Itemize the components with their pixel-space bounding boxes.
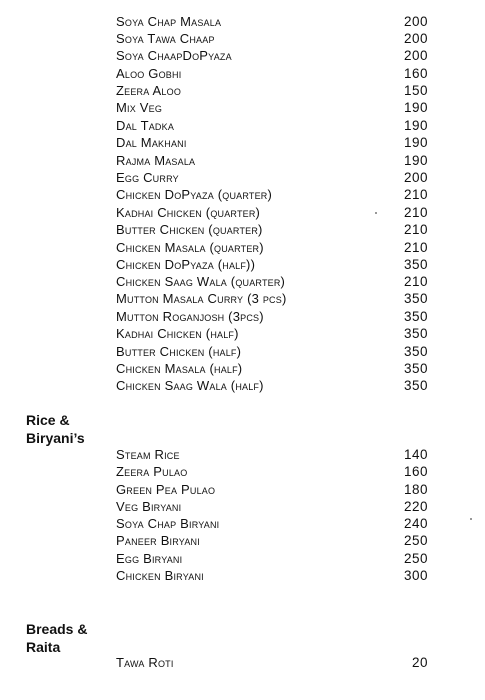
item-price: 350 [403,378,428,393]
item-price: 250 [403,533,428,548]
menu-item [116,498,428,515]
item-price: 240 [403,516,428,531]
item-price: 350 [403,291,428,306]
menu-item [116,13,428,30]
menu-item [116,446,428,463]
item-name: Dal Tadka [116,118,175,133]
item-price: 180 [403,482,428,497]
item-name: Kadhai Chicken (half) [116,326,239,341]
item-price: 190 [403,153,428,168]
menu-item [116,532,428,549]
menu-item [116,481,428,498]
item-name: Mutton Masala Curry (3 pcs) [116,291,287,306]
item-name: Butter Chicken (half) [116,344,242,359]
item-name: Zeera Aloo [116,83,182,98]
item-name: Paneer Biryani [116,533,200,548]
item-price: 210 [403,205,428,220]
item-name: Dal Makhani [116,135,187,150]
item-price: 210 [403,187,428,202]
item-price: 350 [403,257,428,272]
item-name: Veg Biryani [116,499,182,514]
item-name: Chicken Saag Wala (half) [116,378,264,393]
item-price: 160 [403,66,428,81]
item-name: Rajma Masala [116,153,196,168]
menu-item [116,117,428,134]
item-price: 210 [403,274,428,289]
menu-item [116,515,428,532]
menu-item [116,290,428,307]
item-name: Green Pea Pulao [116,482,216,497]
item-price: 210 [403,240,428,255]
menu-item [116,30,428,47]
menu-item [116,308,428,325]
menu-item [116,343,428,360]
menu-item [116,65,428,82]
section-heading-breads-raita: Breads & Raita [26,621,88,655]
menu-item [116,99,428,116]
scan-speck [470,518,472,520]
item-price: 250 [403,551,428,566]
item-price: 200 [403,14,428,29]
item-price: 200 [403,48,428,63]
scan-speck [375,212,377,214]
menu-item [116,221,428,238]
menu-item [116,377,428,394]
item-name: Egg Biryani [116,551,183,566]
menu-item [116,654,428,671]
item-price: 350 [403,326,428,341]
item-price: 190 [403,118,428,133]
item-name: Soya ChaapDoPyaza [116,48,232,63]
menu-item [116,152,428,169]
menu-item [116,273,428,290]
item-name: Mix Veg [116,100,163,115]
menu-item [116,169,428,186]
item-name: Chicken Masala (half) [116,361,243,376]
menu-item [116,360,428,377]
item-price: 190 [403,135,428,150]
item-name: Chicken Saag Wala (quarter) [116,274,286,289]
menu-item [116,550,428,567]
item-price: 350 [403,361,428,376]
menu-item [116,567,428,584]
item-name: Egg Curry [116,170,179,185]
item-price: 210 [403,222,428,237]
item-price: 150 [403,83,428,98]
item-name: Mutton Roganjosh (3pcs) [116,309,264,324]
item-name: Steam Rice [116,447,180,462]
item-price: 160 [403,464,428,479]
item-name: Tawa Roti [116,655,174,670]
item-price: 140 [403,447,428,462]
item-price: 200 [403,31,428,46]
menu-item [116,204,428,221]
item-name: Butter Chicken (quarter) [116,222,263,237]
menu-item [116,134,428,151]
item-price: 350 [403,344,428,359]
item-name: Soya Tawa Chaap [116,31,215,46]
item-name: Chicken DoPyaza (half)) [116,257,256,272]
menu-item [116,325,428,342]
item-name: Chicken Biryani [116,568,204,583]
item-name: Soya Chap Masala [116,14,222,29]
menu-item [116,463,428,480]
item-price: 20 [411,655,428,670]
item-price: 220 [403,499,428,514]
item-name: Kadhai Chicken (quarter) [116,205,261,220]
section-heading-rice-biryani: Rice & Biryani’s [26,412,85,446]
item-price: 300 [403,568,428,583]
item-name: Aloo Gobhi [116,66,182,81]
item-name: Soya Chap Biryani [116,516,220,531]
item-price: 350 [403,309,428,324]
item-name: Chicken DoPyaza (quarter) [116,187,273,202]
menu-item [116,47,428,64]
menu-item [116,186,428,203]
item-name: Zeera Pulao [116,464,188,479]
item-price: 200 [403,170,428,185]
menu-item [116,239,428,256]
menu-item [116,82,428,99]
item-price: 190 [403,100,428,115]
menu-item [116,256,428,273]
item-name: Chicken Masala (quarter) [116,240,264,255]
